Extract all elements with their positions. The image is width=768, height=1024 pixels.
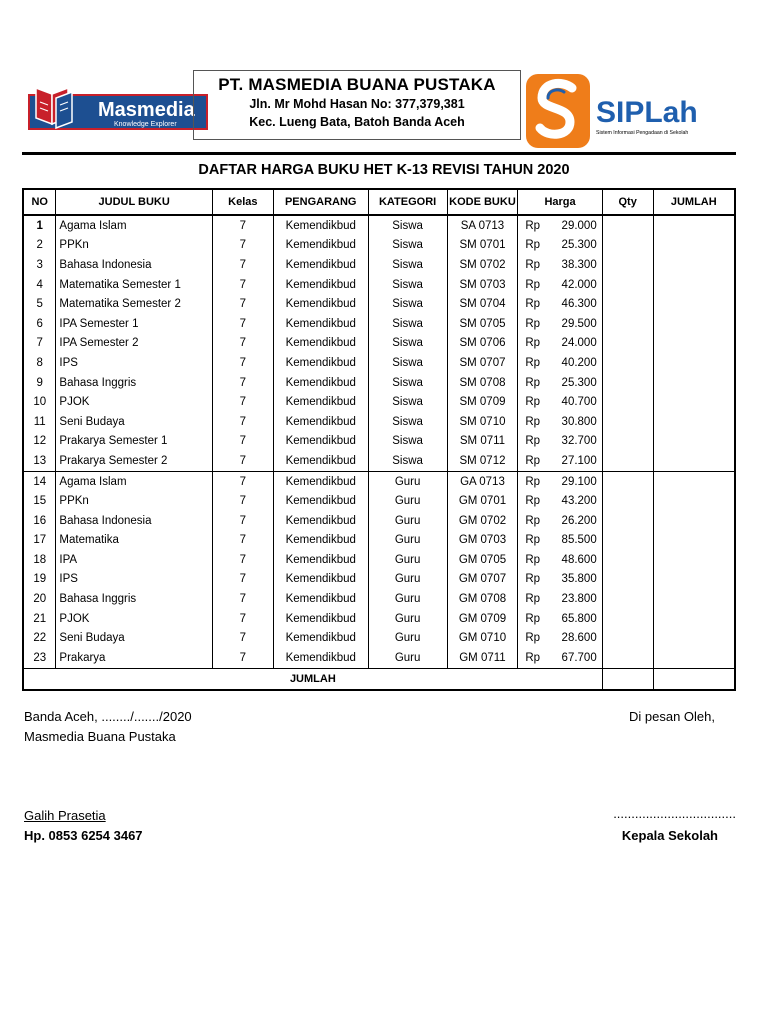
principal-title: Kepala Sekolah <box>621 828 718 843</box>
cell-judul: Prakarya Semester 2 <box>56 451 213 471</box>
cell-pengarang: Kemendikbud <box>273 628 368 648</box>
cell-judul: IPA Semester 1 <box>56 314 213 334</box>
cell-no: 6 <box>23 314 56 334</box>
cell-judul: IPS <box>56 353 213 373</box>
table-body <box>23 215 735 668</box>
cell-qty <box>602 236 653 256</box>
cell-judul: Agama Islam <box>56 215 213 236</box>
cell-jumlah <box>653 412 735 432</box>
cell-judul: Agama Islam <box>56 471 213 491</box>
cell-jumlah <box>653 451 735 471</box>
cell-kelas: 7 <box>212 471 273 491</box>
cell-no: 10 <box>23 392 56 412</box>
cell-kode: SM 0711 <box>447 432 518 452</box>
cell-kelas: 7 <box>212 491 273 511</box>
cell-currency: Rp <box>518 373 549 393</box>
cell-currency: Rp <box>518 609 549 629</box>
cell-harga: 65.800 <box>549 609 602 629</box>
cell-no: 22 <box>23 628 56 648</box>
place-date: Banda Aceh, ......../......./2020 <box>24 709 192 724</box>
cell-harga: 25.300 <box>549 373 602 393</box>
table-row <box>23 275 735 295</box>
cell-currency: Rp <box>518 531 549 551</box>
total-jumlah-cell <box>653 668 735 690</box>
cell-kelas: 7 <box>212 236 273 256</box>
cell-kategori: Guru <box>368 648 447 668</box>
cell-no: 4 <box>23 275 56 295</box>
cell-currency: Rp <box>518 334 549 354</box>
cell-qty <box>602 648 653 668</box>
table-row <box>23 531 735 551</box>
cell-kode: SM 0703 <box>447 275 518 295</box>
cell-kode: SM 0704 <box>447 294 518 314</box>
cell-pengarang: Kemendikbud <box>273 471 368 491</box>
cell-no: 18 <box>23 550 56 570</box>
cell-judul: PJOK <box>56 609 213 629</box>
cell-pengarang: Kemendikbud <box>273 451 368 471</box>
cell-harga: 27.100 <box>549 451 602 471</box>
total-label: JUMLAH <box>23 668 602 690</box>
cell-kategori: Siswa <box>368 412 447 432</box>
table-row <box>23 215 735 236</box>
siplah-logo-text: SIPLah <box>596 96 698 129</box>
cell-harga: 29.000 <box>549 215 602 236</box>
cell-kode: SM 0701 <box>447 236 518 256</box>
header-judul: JUDUL BUKU <box>56 189 213 215</box>
cell-kode: GM 0705 <box>447 550 518 570</box>
cell-currency: Rp <box>518 314 549 334</box>
cell-kategori: Siswa <box>368 255 447 275</box>
masmedia-logo-text: Masmedia <box>98 99 195 121</box>
cell-judul: IPA <box>56 550 213 570</box>
table-row <box>23 451 735 471</box>
table-row <box>23 511 735 531</box>
cell-jumlah <box>653 236 735 256</box>
cell-harga: 35.800 <box>549 570 602 590</box>
header-kategori: KATEGORI <box>368 189 447 215</box>
table-row <box>23 471 735 491</box>
cell-jumlah <box>653 491 735 511</box>
cell-harga: 29.100 <box>549 471 602 491</box>
cell-jumlah <box>653 628 735 648</box>
cell-jumlah <box>653 511 735 531</box>
cell-judul: IPS <box>56 570 213 590</box>
signer-phone: Hp. 0853 6254 3467 <box>24 828 143 843</box>
cell-kode: GM 0703 <box>447 531 518 551</box>
cell-kode: SM 0707 <box>447 353 518 373</box>
cell-kelas: 7 <box>212 314 273 334</box>
cell-currency: Rp <box>518 648 549 668</box>
cell-no: 3 <box>23 255 56 275</box>
cell-pengarang: Kemendikbud <box>273 412 368 432</box>
principal-signature-line: .................................. <box>613 806 736 821</box>
table-row <box>23 609 735 629</box>
cell-jumlah <box>653 353 735 373</box>
table-row <box>23 353 735 373</box>
footer-company: Masmedia Buana Pustaka <box>24 729 176 744</box>
cell-no: 21 <box>23 609 56 629</box>
cell-pengarang: Kemendikbud <box>273 432 368 452</box>
cell-harga: 25.300 <box>549 236 602 256</box>
cell-harga: 40.700 <box>549 392 602 412</box>
cell-harga: 48.600 <box>549 550 602 570</box>
cell-qty <box>602 628 653 648</box>
cell-kategori: Siswa <box>368 236 447 256</box>
cell-kelas: 7 <box>212 609 273 629</box>
ordered-by-label: Di pesan Oleh, <box>629 709 715 724</box>
cell-kelas: 7 <box>212 412 273 432</box>
cell-kelas: 7 <box>212 628 273 648</box>
cell-kategori: Guru <box>368 609 447 629</box>
company-name: PT. MASMEDIA BUANA PUSTAKA <box>218 75 496 94</box>
cell-qty <box>602 353 653 373</box>
header-jumlah: JUMLAH <box>653 189 735 215</box>
cell-qty <box>602 531 653 551</box>
cell-kode: GM 0701 <box>447 491 518 511</box>
cell-kelas: 7 <box>212 432 273 452</box>
table-row <box>23 412 735 432</box>
cell-judul: Bahasa Inggris <box>56 589 213 609</box>
cell-no: 23 <box>23 648 56 668</box>
cell-kelas: 7 <box>212 570 273 590</box>
cell-qty <box>602 432 653 452</box>
cell-harga: 29.500 <box>549 314 602 334</box>
cell-judul: Seni Budaya <box>56 412 213 432</box>
cell-jumlah <box>653 531 735 551</box>
cell-pengarang: Kemendikbud <box>273 294 368 314</box>
header-no: NO <box>23 189 56 215</box>
table-row <box>23 294 735 314</box>
cell-kategori: Siswa <box>368 392 447 412</box>
table-row <box>23 373 735 393</box>
cell-currency: Rp <box>518 392 549 412</box>
cell-kode: SM 0710 <box>447 412 518 432</box>
table-row <box>23 314 735 334</box>
cell-kelas: 7 <box>212 392 273 412</box>
table-row <box>23 491 735 511</box>
cell-kode: GM 0711 <box>447 648 518 668</box>
cell-judul: Prakarya <box>56 648 213 668</box>
cell-harga: 46.300 <box>549 294 602 314</box>
cell-kode: SM 0709 <box>447 392 518 412</box>
cell-kode: SA 0713 <box>447 215 518 236</box>
cell-qty <box>602 570 653 590</box>
cell-jumlah <box>653 373 735 393</box>
header-pengarang: PENGARANG <box>273 189 368 215</box>
cell-harga: 24.000 <box>549 334 602 354</box>
cell-jumlah <box>653 255 735 275</box>
cell-judul: Bahasa Inggris <box>56 373 213 393</box>
cell-qty <box>602 392 653 412</box>
cell-kode: GM 0708 <box>447 589 518 609</box>
cell-kelas: 7 <box>212 255 273 275</box>
cell-harga: 32.700 <box>549 432 602 452</box>
cell-pengarang: Kemendikbud <box>273 648 368 668</box>
cell-kelas: 7 <box>212 275 273 295</box>
cell-harga: 26.200 <box>549 511 602 531</box>
cell-currency: Rp <box>518 570 549 590</box>
table-row <box>23 334 735 354</box>
cell-kode: SM 0708 <box>447 373 518 393</box>
cell-kategori: Siswa <box>368 373 447 393</box>
cell-kategori: Siswa <box>368 334 447 354</box>
cell-jumlah <box>653 609 735 629</box>
cell-kode: GM 0707 <box>447 570 518 590</box>
cell-kelas: 7 <box>212 648 273 668</box>
cell-no: 17 <box>23 531 56 551</box>
cell-no: 12 <box>23 432 56 452</box>
cell-currency: Rp <box>518 294 549 314</box>
cell-currency: Rp <box>518 236 549 256</box>
cell-judul: PPKn <box>56 236 213 256</box>
cell-no: 2 <box>23 236 56 256</box>
price-table <box>22 188 736 691</box>
cell-pengarang: Kemendikbud <box>273 373 368 393</box>
cell-jumlah <box>653 392 735 412</box>
siplah-logo <box>524 70 729 150</box>
cell-harga: 30.800 <box>549 412 602 432</box>
table-row <box>23 392 735 412</box>
cell-jumlah <box>653 314 735 334</box>
cell-judul: IPA Semester 2 <box>56 334 213 354</box>
cell-no: 5 <box>23 294 56 314</box>
cell-kelas: 7 <box>212 511 273 531</box>
cell-kode: GA 0713 <box>447 471 518 491</box>
cell-currency: Rp <box>518 412 549 432</box>
cell-kelas: 7 <box>212 589 273 609</box>
siplah-logo-tagline: Sistem Informasi Pengadaan di Sekolah <box>596 130 689 136</box>
header-harga: Harga <box>518 189 602 215</box>
cell-kode: GM 0710 <box>447 628 518 648</box>
cell-no: 19 <box>23 570 56 590</box>
cell-kelas: 7 <box>212 531 273 551</box>
cell-qty <box>602 511 653 531</box>
cell-no: 13 <box>23 451 56 471</box>
cell-pengarang: Kemendikbud <box>273 491 368 511</box>
cell-no: 15 <box>23 491 56 511</box>
cell-kelas: 7 <box>212 451 273 471</box>
cell-qty <box>602 550 653 570</box>
cell-jumlah <box>653 215 735 236</box>
cell-jumlah <box>653 648 735 668</box>
cell-qty <box>602 491 653 511</box>
cell-qty <box>602 314 653 334</box>
cell-judul: PJOK <box>56 392 213 412</box>
cell-currency: Rp <box>518 215 549 236</box>
cell-judul: Matematika Semester 1 <box>56 275 213 295</box>
cell-jumlah <box>653 589 735 609</box>
cell-no: 20 <box>23 589 56 609</box>
table-row <box>23 648 735 668</box>
table-row <box>23 589 735 609</box>
cell-qty <box>602 255 653 275</box>
cell-no: 9 <box>23 373 56 393</box>
masmedia-logo <box>28 84 208 136</box>
cell-kategori: Guru <box>368 511 447 531</box>
cell-pengarang: Kemendikbud <box>273 215 368 236</box>
table-row <box>23 255 735 275</box>
cell-qty <box>602 334 653 354</box>
cell-currency: Rp <box>518 628 549 648</box>
cell-pengarang: Kemendikbud <box>273 511 368 531</box>
table-header-row <box>23 189 735 215</box>
cell-pengarang: Kemendikbud <box>273 589 368 609</box>
company-address-line1: Jln. Mr Mohd Hasan No: 377,379,381 <box>249 97 465 111</box>
cell-pengarang: Kemendikbud <box>273 531 368 551</box>
cell-currency: Rp <box>518 451 549 471</box>
masmedia-logo-tagline: Knowledge Explorer <box>114 121 177 128</box>
cell-pengarang: Kemendikbud <box>273 275 368 295</box>
cell-judul: Matematika Semester 2 <box>56 294 213 314</box>
cell-currency: Rp <box>518 432 549 452</box>
cell-kategori: Siswa <box>368 215 447 236</box>
cell-judul: Prakarya Semester 1 <box>56 432 213 452</box>
cell-kategori: Guru <box>368 570 447 590</box>
cell-pengarang: Kemendikbud <box>273 609 368 629</box>
header-qty: Qty <box>602 189 653 215</box>
cell-currency: Rp <box>518 491 549 511</box>
cell-no: 7 <box>23 334 56 354</box>
cell-kelas: 7 <box>212 353 273 373</box>
cell-kode: SM 0712 <box>447 451 518 471</box>
cell-kode: SM 0705 <box>447 314 518 334</box>
cell-kategori: Siswa <box>368 275 447 295</box>
cell-no: 1 <box>23 215 56 236</box>
cell-kategori: Guru <box>368 471 447 491</box>
cell-no: 8 <box>23 353 56 373</box>
cell-pengarang: Kemendikbud <box>273 236 368 256</box>
cell-pengarang: Kemendikbud <box>273 392 368 412</box>
cell-pengarang: Kemendikbud <box>273 334 368 354</box>
cell-judul: PPKn <box>56 491 213 511</box>
cell-qty <box>602 609 653 629</box>
cell-kelas: 7 <box>212 215 273 236</box>
cell-pengarang: Kemendikbud <box>273 353 368 373</box>
cell-kategori: Siswa <box>368 353 447 373</box>
total-row <box>23 668 735 690</box>
cell-kategori: Siswa <box>368 294 447 314</box>
cell-currency: Rp <box>518 275 549 295</box>
cell-kelas: 7 <box>212 373 273 393</box>
cell-currency: Rp <box>518 255 549 275</box>
cell-judul: Seni Budaya <box>56 628 213 648</box>
company-info-box <box>193 70 521 140</box>
cell-jumlah <box>653 334 735 354</box>
cell-currency: Rp <box>518 471 549 491</box>
table-row <box>23 628 735 648</box>
cell-jumlah <box>653 471 735 491</box>
cell-judul: Bahasa Indonesia <box>56 255 213 275</box>
cell-no: 11 <box>23 412 56 432</box>
cell-kategori: Guru <box>368 589 447 609</box>
cell-qty <box>602 275 653 295</box>
cell-kategori: Guru <box>368 531 447 551</box>
cell-harga: 43.200 <box>549 491 602 511</box>
cell-kode: GM 0702 <box>447 511 518 531</box>
cell-qty <box>602 471 653 491</box>
cell-harga: 28.600 <box>549 628 602 648</box>
cell-pengarang: Kemendikbud <box>273 255 368 275</box>
cell-qty <box>602 294 653 314</box>
cell-harga: 23.800 <box>549 589 602 609</box>
cell-pengarang: Kemendikbud <box>273 550 368 570</box>
cell-judul: Matematika <box>56 531 213 551</box>
cell-kategori: Guru <box>368 550 447 570</box>
cell-qty <box>602 373 653 393</box>
document-title: DAFTAR HARGA BUKU HET K-13 REVISI TAHUN 2020 <box>198 162 570 178</box>
cell-jumlah <box>653 432 735 452</box>
cell-harga: 40.200 <box>549 353 602 373</box>
cell-kategori: Siswa <box>368 432 447 452</box>
header-kode: KODE BUKU <box>447 189 518 215</box>
cell-pengarang: Kemendikbud <box>273 570 368 590</box>
cell-kategori: Siswa <box>368 314 447 334</box>
cell-qty <box>602 215 653 236</box>
cell-harga: 38.300 <box>549 255 602 275</box>
cell-qty <box>602 589 653 609</box>
table-row <box>23 570 735 590</box>
cell-jumlah <box>653 550 735 570</box>
cell-kelas: 7 <box>212 334 273 354</box>
cell-judul: Bahasa Indonesia <box>56 511 213 531</box>
cell-harga: 67.700 <box>549 648 602 668</box>
cell-qty <box>602 412 653 432</box>
cell-kode: SM 0706 <box>447 334 518 354</box>
cell-jumlah <box>653 570 735 590</box>
cell-pengarang: Kemendikbud <box>273 314 368 334</box>
total-qty-cell <box>602 668 653 690</box>
cell-currency: Rp <box>518 353 549 373</box>
header-divider <box>22 152 736 155</box>
header-kelas: Kelas <box>212 189 273 215</box>
cell-no: 16 <box>23 511 56 531</box>
cell-kode: GM 0709 <box>447 609 518 629</box>
company-address-line2: Kec. Lueng Bata, Batoh Banda Aceh <box>249 115 465 129</box>
cell-currency: Rp <box>518 589 549 609</box>
cell-harga: 42.000 <box>549 275 602 295</box>
cell-kategori: Guru <box>368 491 447 511</box>
cell-kategori: Siswa <box>368 451 447 471</box>
table-row <box>23 550 735 570</box>
cell-qty <box>602 451 653 471</box>
table-row <box>23 236 735 256</box>
signer-name: Galih Prasetia <box>24 808 106 823</box>
cell-jumlah <box>653 294 735 314</box>
cell-harga: 85.500 <box>549 531 602 551</box>
cell-kategori: Guru <box>368 628 447 648</box>
cell-jumlah <box>653 275 735 295</box>
cell-kelas: 7 <box>212 550 273 570</box>
table-row <box>23 432 735 452</box>
cell-kelas: 7 <box>212 294 273 314</box>
cell-no: 14 <box>23 471 56 491</box>
cell-kode: SM 0702 <box>447 255 518 275</box>
cell-currency: Rp <box>518 550 549 570</box>
cell-currency: Rp <box>518 511 549 531</box>
